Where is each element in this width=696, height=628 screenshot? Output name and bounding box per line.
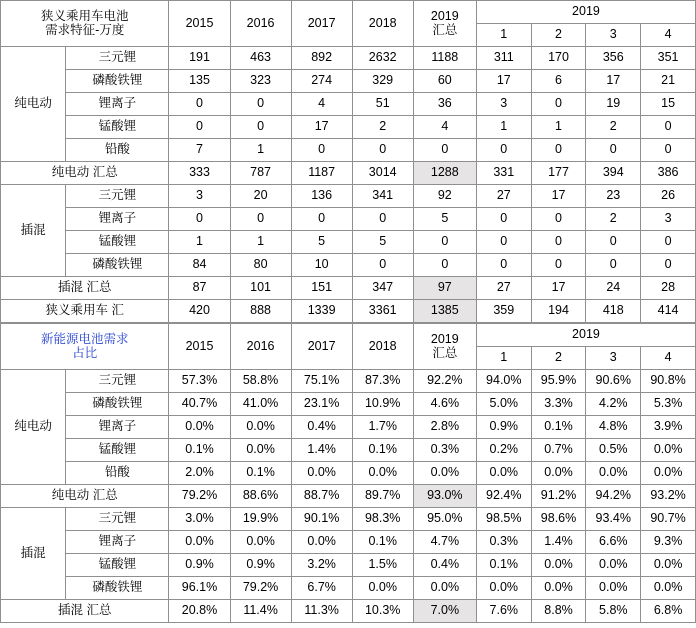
cell: 0	[531, 254, 586, 277]
cell-total: 0	[413, 139, 476, 162]
subtotal-label-phev: 插混 汇总	[1, 600, 169, 623]
group-label-bev: 纯电动	[1, 47, 66, 162]
total-header-line1: 2019	[430, 332, 459, 347]
cell: 27	[476, 277, 531, 300]
cell: 20	[230, 185, 291, 208]
cell: 191	[169, 47, 230, 70]
cell: 19	[586, 93, 641, 116]
cell: 24	[586, 277, 641, 300]
cell: 17	[586, 70, 641, 93]
cell-total: 97	[413, 277, 476, 300]
cell: 79.2%	[230, 577, 291, 600]
cell: 0.9%	[169, 554, 230, 577]
table-row	[1, 531, 696, 554]
row-label: 锂离子	[66, 531, 169, 554]
cell: 0	[531, 139, 586, 162]
share-table-title	[1, 324, 169, 370]
table-row	[1, 393, 696, 416]
column-header-year-2015: 2015	[169, 324, 230, 370]
cell: 0.0%	[641, 554, 696, 577]
group-label-bev: 纯电动	[1, 370, 66, 485]
cell: 5	[352, 231, 413, 254]
cell: 0	[291, 208, 352, 231]
cell: 58.8%	[230, 370, 291, 393]
row-label: 锰酸锂	[66, 439, 169, 462]
cell: 11.3%	[291, 600, 352, 623]
cell-total: 92.2%	[413, 370, 476, 393]
cell: 10.9%	[352, 393, 413, 416]
cell: 3	[169, 185, 230, 208]
cell: 17	[531, 185, 586, 208]
cell: 2	[352, 116, 413, 139]
cell-total: 4.6%	[413, 393, 476, 416]
cell-total: 0	[413, 231, 476, 254]
cell: 420	[169, 300, 230, 323]
cell-total: 0	[413, 254, 476, 277]
row-label: 铅酸	[66, 462, 169, 485]
cell: 8.8%	[531, 600, 586, 623]
row-label: 锂离子	[66, 416, 169, 439]
cell: 19.9%	[230, 508, 291, 531]
cell: 0	[641, 254, 696, 277]
cell: 274	[291, 70, 352, 93]
cell: 98.6%	[531, 508, 586, 531]
cell: 6.6%	[586, 531, 641, 554]
cell: 0	[476, 231, 531, 254]
row-label: 三元锂	[66, 508, 169, 531]
cell: 93.4%	[586, 508, 641, 531]
cell: 15	[641, 93, 696, 116]
row-label: 三元锂	[66, 47, 169, 70]
cell: 10.3%	[352, 600, 413, 623]
cell-total: 1288	[413, 162, 476, 185]
cell-total: 7.0%	[413, 600, 476, 623]
cell-total: 1385	[413, 300, 476, 323]
cell: 0	[230, 208, 291, 231]
cell: 0.0%	[291, 531, 352, 554]
cell: 341	[352, 185, 413, 208]
cell: 94.0%	[476, 370, 531, 393]
row-label: 锰酸锂	[66, 116, 169, 139]
cell: 0	[641, 116, 696, 139]
cell: 359	[476, 300, 531, 323]
cell-total: 0.4%	[413, 554, 476, 577]
row-label: 锂离子	[66, 93, 169, 116]
cell: 5.8%	[586, 600, 641, 623]
cell: 88.7%	[291, 485, 352, 508]
cell-total: 4.7%	[413, 531, 476, 554]
cell: 329	[352, 70, 413, 93]
cell: 7.6%	[476, 600, 531, 623]
cell-total: 92	[413, 185, 476, 208]
cell: 0.0%	[230, 531, 291, 554]
cell: 0.0%	[586, 554, 641, 577]
cell: 892	[291, 47, 352, 70]
cell: 136	[291, 185, 352, 208]
cell: 101	[230, 277, 291, 300]
cell: 1.4%	[291, 439, 352, 462]
cell: 394	[586, 162, 641, 185]
subtotal-row-phev	[1, 600, 696, 623]
column-header-year-2018: 2018	[352, 1, 413, 47]
cell: 79.2%	[169, 485, 230, 508]
subtotal-label-bev: 纯电动 汇总	[1, 162, 169, 185]
table-row	[1, 439, 696, 462]
table-row	[1, 93, 696, 116]
column-header-year-2017: 2017	[291, 324, 352, 370]
total-header-line2: 汇总	[432, 345, 458, 360]
row-label: 三元锂	[66, 370, 169, 393]
cell: 2632	[352, 47, 413, 70]
column-header-year-2015: 2015	[169, 1, 230, 47]
cell: 0	[291, 139, 352, 162]
cell: 0.0%	[169, 531, 230, 554]
cell: 84	[169, 254, 230, 277]
cell: 5.0%	[476, 393, 531, 416]
subtotal-label-phev: 插混 汇总	[1, 277, 169, 300]
cell: 3.9%	[641, 416, 696, 439]
row-label: 铅酸	[66, 139, 169, 162]
cell: 1	[531, 116, 586, 139]
cell: 6.7%	[291, 577, 352, 600]
cell: 2	[586, 116, 641, 139]
cell: 0.0%	[230, 416, 291, 439]
subtotal-label-bev: 纯电动 汇总	[1, 485, 169, 508]
table-title-line1: 狭义乘用车电池	[40, 9, 129, 24]
cell: 2.0%	[169, 462, 230, 485]
cell: 5.3%	[641, 393, 696, 416]
cell: 40.7%	[169, 393, 230, 416]
cell: 0.0%	[476, 577, 531, 600]
cell: 3014	[352, 162, 413, 185]
cell: 0.1%	[230, 462, 291, 485]
cell: 888	[230, 300, 291, 323]
cell: 356	[586, 47, 641, 70]
cell: 80	[230, 254, 291, 277]
table-row	[1, 462, 696, 485]
group-label-phev: 插混	[1, 185, 66, 277]
cell: 351	[641, 47, 696, 70]
total-header-line2: 汇总	[432, 22, 458, 37]
table-row	[1, 416, 696, 439]
subtotal-row-bev	[1, 485, 696, 508]
cell: 1187	[291, 162, 352, 185]
table-row	[1, 208, 696, 231]
cell: 93.2%	[641, 485, 696, 508]
cell: 26	[641, 185, 696, 208]
cell: 418	[586, 300, 641, 323]
total-header-line1: 2019	[430, 9, 459, 24]
cell: 0	[230, 93, 291, 116]
cell: 0	[169, 93, 230, 116]
cell-total: 4	[413, 116, 476, 139]
cell: 0.3%	[476, 531, 531, 554]
share-table-title-line1: 新能源电池需求	[40, 332, 129, 347]
cell: 414	[641, 300, 696, 323]
cell-total: 5	[413, 208, 476, 231]
cell: 87.3%	[352, 370, 413, 393]
cell: 1.5%	[352, 554, 413, 577]
cell: 1	[476, 116, 531, 139]
column-header-2019-quarters: 2019	[476, 1, 695, 24]
row-label: 锂离子	[66, 208, 169, 231]
cell: 1	[169, 231, 230, 254]
cell: 0.0%	[641, 462, 696, 485]
cell: 6	[531, 70, 586, 93]
row-label: 磷酸铁锂	[66, 70, 169, 93]
cell: 95.9%	[531, 370, 586, 393]
cell: 0	[531, 208, 586, 231]
cell: 0	[586, 254, 641, 277]
table-title	[1, 1, 169, 47]
table-row	[1, 231, 696, 254]
cell: 57.3%	[169, 370, 230, 393]
table-row	[1, 116, 696, 139]
cell: 0.1%	[531, 416, 586, 439]
cell: 9.3%	[641, 531, 696, 554]
cell: 0	[641, 231, 696, 254]
column-header-year-2016: 2016	[230, 324, 291, 370]
battery-share-table	[0, 323, 696, 623]
column-header-year-2016: 2016	[230, 1, 291, 47]
cell: 0.0%	[230, 439, 291, 462]
cell: 0	[169, 116, 230, 139]
cell-total: 0.0%	[413, 462, 476, 485]
cell: 0	[476, 208, 531, 231]
cell: 3.0%	[169, 508, 230, 531]
cell: 0.0%	[641, 439, 696, 462]
cell: 0.0%	[352, 577, 413, 600]
cell: 0.2%	[476, 439, 531, 462]
column-header-q3: 3	[586, 24, 641, 47]
cell: 4	[291, 93, 352, 116]
cell: 89.7%	[352, 485, 413, 508]
cell: 0	[476, 254, 531, 277]
cell: 0.1%	[476, 554, 531, 577]
cell: 0.0%	[169, 416, 230, 439]
cell: 98.3%	[352, 508, 413, 531]
cell: 4.8%	[586, 416, 641, 439]
column-header-q4: 4	[641, 347, 696, 370]
cell: 90.7%	[641, 508, 696, 531]
cell: 90.8%	[641, 370, 696, 393]
table-row	[1, 185, 696, 208]
cell: 6.8%	[641, 600, 696, 623]
cell: 0.9%	[476, 416, 531, 439]
row-label: 锰酸锂	[66, 554, 169, 577]
table-row	[1, 370, 696, 393]
cell: 21	[641, 70, 696, 93]
cell: 151	[291, 277, 352, 300]
cell: 1	[230, 231, 291, 254]
cell: 88.6%	[230, 485, 291, 508]
cell: 0.1%	[352, 531, 413, 554]
cell: 17	[291, 116, 352, 139]
cell: 17	[476, 70, 531, 93]
cell: 135	[169, 70, 230, 93]
grand-total-row	[1, 300, 696, 323]
table-row	[1, 47, 696, 70]
column-header-year-2018: 2018	[352, 324, 413, 370]
cell: 0	[169, 208, 230, 231]
cell: 0.9%	[230, 554, 291, 577]
cell: 333	[169, 162, 230, 185]
cell: 41.0%	[230, 393, 291, 416]
row-label: 三元锂	[66, 185, 169, 208]
cell: 96.1%	[169, 577, 230, 600]
cell: 75.1%	[291, 370, 352, 393]
cell: 0	[641, 139, 696, 162]
cell: 177	[531, 162, 586, 185]
group-label-phev: 插混	[1, 508, 66, 600]
cell-total: 93.0%	[413, 485, 476, 508]
cell: 23.1%	[291, 393, 352, 416]
table-header-row	[1, 1, 696, 24]
cell: 463	[230, 47, 291, 70]
row-label: 磷酸铁锂	[66, 393, 169, 416]
grand-total-label: 狭义乘用车 汇	[1, 300, 169, 323]
cell: 2	[586, 208, 641, 231]
cell-total: 0.0%	[413, 577, 476, 600]
cell: 23	[586, 185, 641, 208]
cell: 0.1%	[169, 439, 230, 462]
table-header-row	[1, 324, 696, 347]
subtotal-row-phev	[1, 277, 696, 300]
cell: 4.2%	[586, 393, 641, 416]
cell-total: 0.3%	[413, 439, 476, 462]
cell: 0.0%	[531, 577, 586, 600]
cell: 5	[291, 231, 352, 254]
table-row	[1, 508, 696, 531]
cell: 194	[531, 300, 586, 323]
cell: 20.8%	[169, 600, 230, 623]
cell: 0	[586, 139, 641, 162]
table-row	[1, 554, 696, 577]
cell: 0.5%	[586, 439, 641, 462]
table-row	[1, 139, 696, 162]
cell: 0.7%	[531, 439, 586, 462]
row-label: 锰酸锂	[66, 231, 169, 254]
cell: 0.0%	[531, 462, 586, 485]
cell: 0.1%	[352, 439, 413, 462]
cell: 0.0%	[476, 462, 531, 485]
cell: 94.2%	[586, 485, 641, 508]
cell: 0.0%	[586, 462, 641, 485]
column-header-year-2017: 2017	[291, 1, 352, 47]
cell: 3.2%	[291, 554, 352, 577]
cell: 98.5%	[476, 508, 531, 531]
cell: 0	[352, 208, 413, 231]
cell: 90.1%	[291, 508, 352, 531]
cell: 51	[352, 93, 413, 116]
cell-total: 2.8%	[413, 416, 476, 439]
cell: 0	[531, 231, 586, 254]
cell: 3361	[352, 300, 413, 323]
cell: 1.7%	[352, 416, 413, 439]
cell: 0	[352, 139, 413, 162]
subtotal-row-bev	[1, 162, 696, 185]
cell: 11.4%	[230, 600, 291, 623]
share-table-title-line2: 占比	[72, 345, 98, 360]
cell-total: 1188	[413, 47, 476, 70]
column-header-2019-quarters: 2019	[476, 324, 695, 347]
cell: 386	[641, 162, 696, 185]
cell: 28	[641, 277, 696, 300]
cell: 91.2%	[531, 485, 586, 508]
cell: 0.0%	[531, 554, 586, 577]
cell: 311	[476, 47, 531, 70]
cell: 1	[230, 139, 291, 162]
column-header-q2: 2	[531, 24, 586, 47]
cell: 7	[169, 139, 230, 162]
cell: 0.0%	[291, 462, 352, 485]
cell: 347	[352, 277, 413, 300]
table-row	[1, 254, 696, 277]
cell: 3	[476, 93, 531, 116]
cell: 0.4%	[291, 416, 352, 439]
cell: 3	[641, 208, 696, 231]
column-header-q3: 3	[586, 347, 641, 370]
column-header-q1: 1	[476, 347, 531, 370]
cell: 27	[476, 185, 531, 208]
cell: 0.0%	[352, 462, 413, 485]
cell-total: 60	[413, 70, 476, 93]
cell: 787	[230, 162, 291, 185]
cell: 0	[531, 93, 586, 116]
column-header-q2: 2	[531, 347, 586, 370]
cell: 0	[586, 231, 641, 254]
cell: 90.6%	[586, 370, 641, 393]
cell-total: 95.0%	[413, 508, 476, 531]
column-header-q1: 1	[476, 24, 531, 47]
row-label: 磷酸铁锂	[66, 254, 169, 277]
column-header-2019-total	[413, 324, 476, 370]
cell: 331	[476, 162, 531, 185]
cell: 0	[476, 139, 531, 162]
cell: 0	[352, 254, 413, 277]
cell: 1339	[291, 300, 352, 323]
column-header-q4: 4	[641, 24, 696, 47]
table-title-line2: 需求特征-万度	[45, 22, 125, 37]
cell: 0	[230, 116, 291, 139]
cell: 10	[291, 254, 352, 277]
cell: 323	[230, 70, 291, 93]
table-row	[1, 70, 696, 93]
cell-total: 36	[413, 93, 476, 116]
cell: 0.0%	[641, 577, 696, 600]
cell: 3.3%	[531, 393, 586, 416]
cell: 1.4%	[531, 531, 586, 554]
column-header-2019-total	[413, 1, 476, 47]
table-row	[1, 577, 696, 600]
cell: 87	[169, 277, 230, 300]
row-label: 磷酸铁锂	[66, 577, 169, 600]
cell: 17	[531, 277, 586, 300]
cell: 0.0%	[586, 577, 641, 600]
cell: 170	[531, 47, 586, 70]
cell: 92.4%	[476, 485, 531, 508]
